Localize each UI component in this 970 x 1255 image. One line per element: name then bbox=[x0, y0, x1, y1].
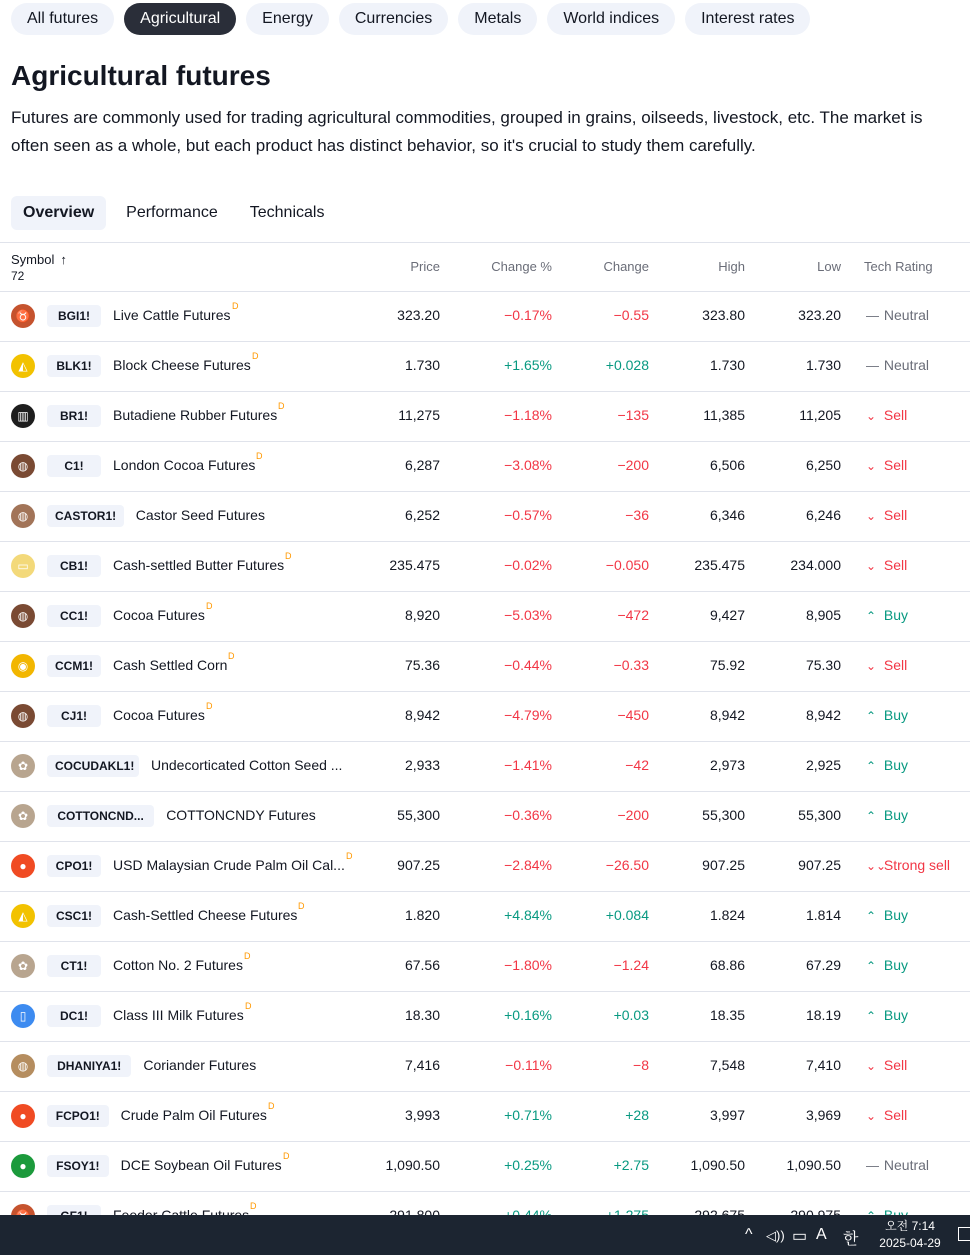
tech-rating-cell bbox=[866, 907, 908, 923]
commodity-logo-icon: ◭ bbox=[11, 904, 35, 928]
rating-label: Sell bbox=[883, 507, 908, 523]
commodity-logo-icon: ♉ bbox=[11, 304, 35, 328]
change-pct-cell: −1.41% bbox=[504, 757, 552, 773]
rating-label: Sell bbox=[883, 1107, 908, 1123]
rating-down-icon: ⌄ bbox=[866, 509, 877, 523]
symbol-count: 72 bbox=[11, 269, 25, 283]
ticker-badge[interactable]: CJ1! bbox=[47, 705, 101, 727]
change-cell: −135 bbox=[617, 407, 649, 423]
price-cell: 235.475 bbox=[389, 557, 440, 573]
notification-icon[interactable] bbox=[958, 1227, 970, 1241]
tech-rating-cell bbox=[866, 1007, 908, 1023]
tech-rating-column-header[interactable]: Tech Rating bbox=[864, 259, 933, 274]
instrument-name[interactable]: Live Cattle Futures bbox=[113, 307, 231, 323]
rating-up-icon: ⌃ bbox=[866, 759, 877, 773]
instrument-name[interactable]: COTTONCNDY Futures bbox=[166, 807, 316, 823]
table-row[interactable] bbox=[0, 1042, 970, 1092]
market-filter-pills bbox=[11, 3, 810, 35]
tech-rating-cell bbox=[866, 1057, 907, 1073]
change-pct-cell: −0.02% bbox=[504, 557, 552, 573]
price-cell: 8,942 bbox=[404, 707, 440, 723]
price-cell: 55,300 bbox=[397, 807, 440, 823]
low-column-header[interactable]: Low bbox=[817, 259, 841, 274]
ticker-badge[interactable]: BGI1! bbox=[47, 305, 101, 327]
futures-table bbox=[0, 242, 970, 1242]
change-column-header[interactable]: Change bbox=[603, 259, 649, 274]
low-cell: 8,942 bbox=[805, 707, 841, 723]
show-hidden-icons-icon[interactable]: ^ bbox=[745, 1226, 753, 1243]
rating-label: Buy bbox=[883, 957, 909, 973]
ticker-badge[interactable]: FSOY1! bbox=[47, 1155, 109, 1177]
change-pct-cell: −0.36% bbox=[504, 807, 552, 823]
table-row[interactable] bbox=[0, 292, 970, 342]
rating-up-icon: ⌃ bbox=[866, 709, 877, 723]
tech-rating-cell bbox=[866, 457, 907, 473]
instrument-name[interactable]: Coriander Futures bbox=[143, 1057, 257, 1073]
table-row[interactable] bbox=[0, 592, 970, 642]
input-language-icon[interactable]: A bbox=[816, 1226, 827, 1243]
change-cell: −8 bbox=[633, 1057, 649, 1073]
instrument-name[interactable]: Cash Settled Corn bbox=[113, 657, 228, 673]
rating-down-icon: ⌄ bbox=[866, 559, 877, 573]
rating-label: Neutral bbox=[883, 307, 930, 323]
price-cell: 6,287 bbox=[404, 457, 440, 473]
tech-rating-cell bbox=[866, 357, 929, 373]
table-row[interactable] bbox=[0, 842, 970, 892]
commodity-logo-icon: ◉ bbox=[11, 654, 35, 678]
change-pct-cell: +0.71% bbox=[504, 1107, 552, 1123]
delayed-data-icon: D bbox=[256, 451, 263, 461]
change-pct-cell: −1.18% bbox=[504, 407, 552, 423]
ticker-badge[interactable]: CB1! bbox=[47, 555, 101, 577]
delayed-data-icon: D bbox=[250, 1201, 257, 1211]
price-cell: 1,090.50 bbox=[385, 1157, 440, 1173]
instrument-name[interactable]: Cocoa Futures bbox=[113, 707, 205, 723]
price-cell: 323.20 bbox=[397, 307, 440, 323]
ticker-badge[interactable]: BR1! bbox=[47, 405, 101, 427]
low-cell: 1.814 bbox=[805, 907, 841, 923]
change-pct-cell: +4.84% bbox=[504, 907, 552, 923]
rating-down-icon: ⌄ bbox=[866, 659, 877, 673]
ticker-badge[interactable]: CT1! bbox=[47, 955, 101, 977]
change-pct-cell: −0.11% bbox=[505, 1057, 552, 1073]
filter-pill-interest-rates[interactable]: Interest rates bbox=[685, 3, 810, 35]
delayed-data-icon: D bbox=[206, 601, 213, 611]
high-cell: 323.80 bbox=[702, 307, 745, 323]
commodity-logo-icon: ● bbox=[11, 1104, 35, 1128]
instrument-name[interactable]: Cotton No. 2 Futures bbox=[113, 957, 243, 973]
table-row[interactable] bbox=[0, 442, 970, 492]
clock-date: 2025-04-29 bbox=[879, 1236, 941, 1250]
table-row[interactable] bbox=[0, 492, 970, 542]
high-cell: 75.92 bbox=[709, 657, 745, 673]
low-cell: 67.29 bbox=[805, 957, 841, 973]
rating-up-icon: ⌃ bbox=[866, 909, 877, 923]
change-cell: −200 bbox=[617, 807, 649, 823]
high-cell: 6,346 bbox=[709, 507, 745, 523]
change-pct-cell: +0.25% bbox=[504, 1157, 552, 1173]
commodity-logo-icon: ✿ bbox=[11, 954, 35, 978]
low-cell: 907.25 bbox=[798, 857, 841, 873]
ticker-badge[interactable]: COTTONCND... bbox=[47, 805, 154, 827]
change-cell: −1.24 bbox=[613, 957, 649, 973]
ticker-badge[interactable]: CC1! bbox=[47, 605, 101, 627]
rating-up-icon: ⌃ bbox=[866, 809, 877, 823]
ticker-badge[interactable]: DHANIYA1! bbox=[47, 1055, 131, 1077]
change-cell: −472 bbox=[617, 607, 649, 623]
high-cell: 11,385 bbox=[703, 407, 745, 423]
change-cell: +0.03 bbox=[613, 1007, 649, 1023]
high-cell: 2,973 bbox=[709, 757, 745, 773]
commodity-logo-icon: ◍ bbox=[11, 704, 35, 728]
filter-pill-metals[interactable]: Metals bbox=[458, 3, 537, 35]
high-cell: 9,427 bbox=[709, 607, 745, 623]
ticker-badge[interactable]: CASTOR1! bbox=[47, 505, 124, 527]
view-tabs bbox=[11, 196, 336, 230]
rating-up-icon: ⌃ bbox=[866, 959, 877, 973]
page-title: Agricultural futures bbox=[11, 60, 271, 91]
commodity-logo-icon: ◍ bbox=[11, 1054, 35, 1078]
rating-label: Buy bbox=[883, 1007, 909, 1023]
price-cell: 1.730 bbox=[404, 357, 440, 373]
low-cell: 7,410 bbox=[805, 1057, 841, 1073]
low-cell: 234.000 bbox=[790, 557, 841, 573]
low-cell: 55,300 bbox=[798, 807, 841, 823]
tech-rating-cell bbox=[866, 757, 908, 773]
tech-rating-cell bbox=[866, 557, 907, 573]
rating-label: Sell bbox=[883, 407, 908, 423]
tab-performance[interactable]: Performance bbox=[126, 204, 218, 221]
high-cell: 1,090.50 bbox=[690, 1157, 745, 1173]
low-cell: 11,205 bbox=[799, 407, 841, 423]
high-cell: 8,942 bbox=[709, 707, 745, 723]
change-cell: +0.084 bbox=[605, 907, 649, 923]
tech-rating-cell bbox=[866, 1107, 907, 1123]
rating-down-icon: ⌄ bbox=[866, 409, 877, 423]
table-body bbox=[0, 292, 970, 1242]
change-pct-column-header[interactable]: Change % bbox=[491, 259, 552, 274]
instrument-name[interactable]: USD Malaysian Crude Palm Oil Cal... bbox=[113, 857, 345, 873]
change-cell: −450 bbox=[617, 707, 649, 723]
change-pct-cell: −0.17% bbox=[504, 307, 552, 323]
table-row[interactable] bbox=[0, 792, 970, 842]
table-row[interactable] bbox=[0, 1142, 970, 1192]
rating-label: Neutral bbox=[883, 357, 930, 373]
price-cell: 7,416 bbox=[404, 1057, 440, 1073]
change-pct-cell: −2.84% bbox=[504, 857, 552, 873]
change-cell: −0.55 bbox=[613, 307, 649, 323]
rating-down-icon: ⌄ bbox=[866, 459, 877, 473]
rating-down-icon: ⌄⌄ bbox=[866, 859, 887, 873]
low-cell: 18.19 bbox=[805, 1007, 841, 1023]
instrument-name[interactable]: Cocoa Futures bbox=[113, 607, 205, 623]
symbol-column-header[interactable] bbox=[11, 252, 67, 284]
price-column-header[interactable]: Price bbox=[410, 259, 440, 274]
price-cell: 3,993 bbox=[404, 1107, 440, 1123]
delayed-data-icon: D bbox=[268, 1101, 275, 1111]
table-row[interactable] bbox=[0, 392, 970, 442]
delayed-data-icon: D bbox=[285, 551, 292, 561]
change-pct-cell: −1.80% bbox=[504, 957, 552, 973]
low-cell: 2,925 bbox=[805, 757, 841, 773]
low-cell: 6,246 bbox=[805, 507, 841, 523]
tech-rating-cell bbox=[866, 607, 908, 623]
rating-label: Neutral bbox=[883, 1157, 930, 1173]
low-cell: 1.730 bbox=[805, 357, 841, 373]
rating-label: Buy bbox=[883, 607, 909, 623]
instrument-name[interactable]: Cash-settled Butter Futures bbox=[113, 557, 285, 573]
symbol-header-label: Symbol bbox=[11, 252, 55, 267]
delayed-data-icon: D bbox=[283, 1151, 290, 1161]
rating-label: Sell bbox=[883, 657, 908, 673]
change-cell: −42 bbox=[625, 757, 649, 773]
rating-dash-icon: — bbox=[866, 358, 879, 373]
rating-label: Sell bbox=[883, 457, 908, 473]
instrument-name[interactable]: London Cocoa Futures bbox=[113, 457, 256, 473]
rating-dash-icon: — bbox=[866, 1158, 879, 1173]
high-cell: 1.730 bbox=[709, 357, 745, 373]
network-icon[interactable]: ▭ bbox=[792, 1228, 808, 1245]
commodity-logo-icon: ▭ bbox=[11, 554, 35, 578]
rating-down-icon: ⌄ bbox=[866, 1059, 877, 1073]
price-cell: 75.36 bbox=[404, 657, 440, 673]
low-cell: 323.20 bbox=[798, 307, 841, 323]
commodity-logo-icon: ● bbox=[11, 1154, 35, 1178]
commodity-logo-icon: ◭ bbox=[11, 354, 35, 378]
tech-rating-cell bbox=[866, 857, 950, 873]
price-cell: 1.820 bbox=[404, 907, 440, 923]
filter-pill-agricultural[interactable]: Agricultural bbox=[124, 3, 236, 35]
high-column-header[interactable]: High bbox=[718, 259, 745, 274]
delayed-data-icon: D bbox=[252, 351, 259, 361]
rating-down-icon: ⌄ bbox=[866, 1109, 877, 1123]
high-cell: 68.86 bbox=[709, 957, 745, 973]
table-row[interactable] bbox=[0, 892, 970, 942]
high-cell: 55,300 bbox=[702, 807, 745, 823]
high-cell: 7,548 bbox=[709, 1057, 745, 1073]
price-cell: 67.56 bbox=[404, 957, 440, 973]
rating-label: Buy bbox=[883, 757, 909, 773]
commodity-logo-icon: ✿ bbox=[11, 754, 35, 778]
change-pct-cell: −4.79% bbox=[504, 707, 552, 723]
rating-up-icon: ⌃ bbox=[866, 1009, 877, 1023]
ticker-badge[interactable]: CPO1! bbox=[47, 855, 101, 877]
tech-rating-cell bbox=[866, 707, 908, 723]
filter-pill-currencies[interactable]: Currencies bbox=[339, 3, 448, 35]
rating-label: Strong sell bbox=[883, 857, 951, 873]
rating-dash-icon: — bbox=[866, 308, 879, 323]
low-cell: 8,905 bbox=[805, 607, 841, 623]
instrument-name[interactable]: Crude Palm Oil Futures bbox=[120, 1107, 267, 1123]
high-cell: 1.824 bbox=[709, 907, 745, 923]
rating-up-icon: ⌃ bbox=[866, 609, 877, 623]
table-row[interactable] bbox=[0, 742, 970, 792]
change-pct-cell: −3.08% bbox=[504, 457, 552, 473]
rating-label: Buy bbox=[883, 807, 909, 823]
tech-rating-cell bbox=[866, 1157, 929, 1173]
table-row[interactable] bbox=[0, 942, 970, 992]
tech-rating-cell bbox=[866, 957, 908, 973]
tech-rating-cell bbox=[866, 307, 929, 323]
ticker-badge[interactable]: DC1! bbox=[47, 1005, 101, 1027]
table-header bbox=[0, 242, 970, 292]
delayed-data-icon: D bbox=[244, 951, 251, 961]
change-pct-cell: +0.16% bbox=[504, 1007, 552, 1023]
table-row[interactable] bbox=[0, 342, 970, 392]
change-pct-cell: −0.44% bbox=[504, 657, 552, 673]
filter-pill-energy[interactable]: Energy bbox=[246, 3, 329, 35]
change-pct-cell: +1.65% bbox=[504, 357, 552, 373]
low-cell: 6,250 bbox=[805, 457, 841, 473]
change-cell: −0.050 bbox=[605, 557, 649, 573]
delayed-data-icon: D bbox=[298, 901, 305, 911]
delayed-data-icon: D bbox=[245, 1001, 252, 1011]
windows-taskbar bbox=[0, 1215, 970, 1255]
change-cell: −26.50 bbox=[605, 857, 649, 873]
rating-label: Sell bbox=[883, 1057, 908, 1073]
ime-mode-icon[interactable]: 한 bbox=[843, 1231, 859, 1248]
commodity-logo-icon: ◍ bbox=[11, 604, 35, 628]
taskbar-clock[interactable] bbox=[870, 1218, 950, 1252]
price-cell: 8,920 bbox=[404, 607, 440, 623]
table-row[interactable] bbox=[0, 1092, 970, 1142]
change-cell: −36 bbox=[625, 507, 649, 523]
ticker-badge[interactable]: COCUDAKL1! bbox=[47, 755, 139, 777]
clock-time: 오전 7:14 bbox=[885, 1219, 935, 1233]
table-row[interactable] bbox=[0, 642, 970, 692]
price-cell: 2,933 bbox=[404, 757, 440, 773]
ticker-badge[interactable]: CCM1! bbox=[47, 655, 101, 677]
ticker-badge[interactable]: FCPO1! bbox=[47, 1105, 109, 1127]
commodity-logo-icon: ● bbox=[11, 854, 35, 878]
rating-label: Sell bbox=[883, 557, 908, 573]
instrument-name[interactable]: Cash-Settled Cheese Futures bbox=[113, 907, 298, 923]
price-cell: 18.30 bbox=[404, 1007, 440, 1023]
instrument-name[interactable]: Undecorticated Cotton Seed ... bbox=[151, 757, 343, 773]
change-cell: −0.33 bbox=[613, 657, 649, 673]
instrument-name[interactable]: Class III Milk Futures bbox=[113, 1007, 244, 1023]
page-description: Futures are commonly used for trading agricultural commodities, grouped in grains, oilseeds, livestock, etc. The market is often seen as a whole, but each product has distinct behavior, so it's crucial to study them carefully. bbox=[11, 108, 923, 155]
tech-rating-cell bbox=[866, 807, 908, 823]
change-cell: +0.028 bbox=[605, 357, 649, 373]
filter-pill-world-indices[interactable]: World indices bbox=[547, 3, 675, 35]
instrument-name[interactable]: Castor Seed Futures bbox=[135, 507, 265, 523]
tech-rating-cell bbox=[866, 507, 907, 523]
change-pct-cell: −5.03% bbox=[504, 607, 552, 623]
low-cell: 3,969 bbox=[805, 1107, 841, 1123]
price-cell: 907.25 bbox=[397, 857, 440, 873]
tech-rating-cell bbox=[866, 657, 907, 673]
filter-pill-all-futures[interactable]: All futures bbox=[11, 3, 114, 35]
change-cell: +2.75 bbox=[613, 1157, 649, 1173]
commodity-logo-icon: ▯ bbox=[11, 1004, 35, 1028]
sort-up-icon: ↑ bbox=[60, 252, 67, 267]
ticker-badge[interactable]: C1! bbox=[47, 455, 101, 477]
price-cell: 6,252 bbox=[404, 507, 440, 523]
high-cell: 18.35 bbox=[709, 1007, 745, 1023]
low-cell: 1,090.50 bbox=[786, 1157, 841, 1173]
delayed-data-icon: D bbox=[346, 851, 353, 861]
tech-rating-cell bbox=[866, 407, 907, 423]
table-row[interactable] bbox=[0, 542, 970, 592]
table-row[interactable] bbox=[0, 992, 970, 1042]
change-cell: +28 bbox=[625, 1107, 649, 1123]
commodity-logo-icon: ▥ bbox=[11, 404, 35, 428]
instrument-name[interactable]: Butadiene Rubber Futures bbox=[113, 407, 278, 423]
delayed-data-icon: D bbox=[278, 401, 285, 411]
commodity-logo-icon: ◍ bbox=[11, 504, 35, 528]
delayed-data-icon: D bbox=[228, 651, 235, 661]
high-cell: 6,506 bbox=[709, 457, 745, 473]
delayed-data-icon: D bbox=[232, 301, 239, 311]
tab-technicals[interactable]: Technicals bbox=[249, 204, 325, 221]
rating-label: Buy bbox=[883, 907, 909, 923]
high-cell: 235.475 bbox=[694, 557, 745, 573]
low-cell: 75.30 bbox=[805, 657, 841, 673]
table-row[interactable] bbox=[0, 692, 970, 742]
instrument-name[interactable]: Block Cheese Futures bbox=[113, 357, 251, 373]
change-cell: −200 bbox=[617, 457, 649, 473]
commodity-logo-icon: ◍ bbox=[11, 454, 35, 478]
ticker-badge[interactable]: BLK1! bbox=[47, 355, 101, 377]
high-cell: 3,997 bbox=[709, 1107, 745, 1123]
tab-overview[interactable]: Overview bbox=[11, 196, 106, 230]
price-cell: 11,275 bbox=[398, 407, 440, 423]
high-cell: 907.25 bbox=[702, 857, 745, 873]
change-pct-cell: −0.57% bbox=[504, 507, 552, 523]
delayed-data-icon: D bbox=[206, 701, 213, 711]
commodity-logo-icon: ✿ bbox=[11, 804, 35, 828]
speaker-icon[interactable]: ◁)) bbox=[766, 1228, 785, 1243]
ticker-badge[interactable]: CSC1! bbox=[47, 905, 101, 927]
instrument-name[interactable]: DCE Soybean Oil Futures bbox=[120, 1157, 282, 1173]
rating-label: Buy bbox=[883, 707, 909, 723]
